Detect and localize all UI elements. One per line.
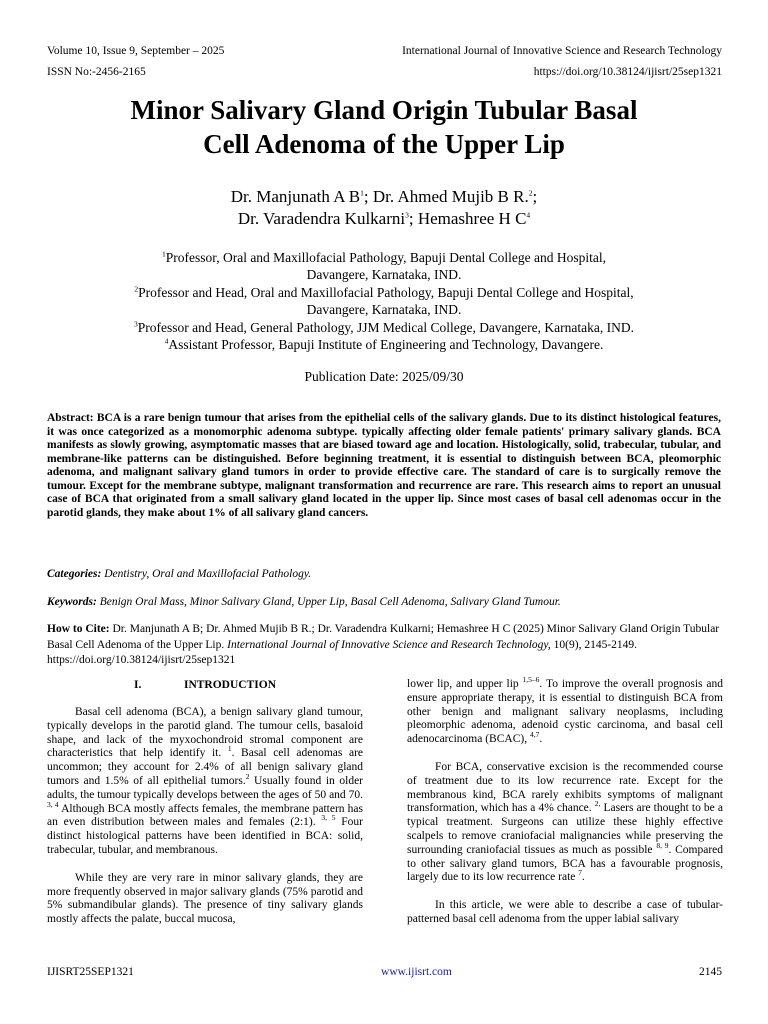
paragraph bbox=[407, 675, 723, 747]
paragraph-text: . Compared to other salivary gland tumors, BCA has a favourable prognosis, largely due to its low recurrence rate bbox=[407, 843, 724, 884]
author-name: Hemashree H C bbox=[417, 209, 527, 228]
affiliation-mark: 1 bbox=[162, 249, 166, 259]
right-column bbox=[407, 675, 724, 927]
author-separator: ; bbox=[532, 187, 538, 206]
author-separator: ; bbox=[363, 187, 373, 206]
cite-text: Dr. Manjunath A B; Dr. Ahmed Mujib B R.; Dr. Varadendra Kulkarni; Hemashree H C (2025) Minor Salivary Gland Origin Tubular Basal Cell Adenoma of the Upper Lip. bbox=[47, 623, 720, 651]
publication-date: Publication Date: 2025/09/30 bbox=[304, 369, 464, 384]
author-list bbox=[40, 186, 728, 230]
paper-title-line-1: Minor Salivary Gland Origin Tubular Basal bbox=[130, 95, 638, 125]
paragraph-text: Basal cell adenoma (BCA), a benign salivary gland tumour, typically develops in the parotid gland. The tumour cells, basaloid shape, and lack of the myxochondroid stromal component are characteristics that help identify it. bbox=[47, 706, 363, 760]
author-affil-mark: 2 bbox=[528, 188, 533, 198]
affiliation-text: Davangere, Karnataka, IND. bbox=[306, 267, 462, 283]
citation-ref: 8, 9 bbox=[656, 840, 669, 850]
paragraph-text: Usually found in older adults, the tumour typically develops between the ages of 50 and 70. bbox=[47, 774, 363, 801]
citation-ref: 3, 5 bbox=[321, 813, 336, 823]
author-affil-mark: 1 bbox=[360, 188, 364, 198]
affiliation bbox=[40, 319, 728, 336]
citation-ref: 3, 4 bbox=[47, 799, 59, 809]
cite-journal: International Journal of Innovative Science and Research Technology, bbox=[227, 638, 551, 651]
paper-title bbox=[40, 93, 728, 161]
paragraph-text: . bbox=[539, 733, 543, 746]
section-number: I. bbox=[133, 679, 142, 691]
affiliation-text: Professor and Head, General Pathology, JJM Medical College, Davangere, Karnataka, IND. bbox=[137, 319, 634, 335]
categories-label: Categories: bbox=[47, 568, 102, 580]
affiliation-list bbox=[40, 249, 728, 353]
paragraph-text: In this article, we were able to describe a case of tubular-patterned basal cell adenoma from the upper labial salivary bbox=[407, 899, 723, 925]
paper-title-line-2: Cell Adenoma of the Upper Lip bbox=[203, 129, 565, 159]
paragraph-text: Four distinct histological patterns have been identified in BCA: solid, trabecular, tubular, and membranous. bbox=[47, 816, 363, 856]
section-title: INTRODUCTION bbox=[183, 679, 276, 691]
section-heading bbox=[47, 678, 363, 692]
affiliation bbox=[40, 336, 728, 353]
page-number: 2145 bbox=[698, 966, 722, 978]
paragraph-text: . Basal cell adenomas are uncommon; they account for 2.4% of all benign salivary gland tumors and 1.5% of all epithelial tumors. bbox=[47, 747, 364, 787]
author-line-2 bbox=[40, 208, 728, 230]
affiliation-mark: 3 bbox=[134, 319, 138, 329]
paragraph-text: lower lip, and upper lip bbox=[407, 678, 523, 690]
categories bbox=[47, 567, 721, 583]
keywords bbox=[47, 595, 721, 611]
article-id: IJISRT25SEP1321 bbox=[47, 966, 134, 978]
volume-info: Volume 10, Issue 9, September – 2025 bbox=[47, 45, 225, 57]
paragraph bbox=[47, 706, 363, 858]
cite-label: How to Cite: bbox=[47, 623, 110, 635]
paragraph-text: Although BCA mostly affects females, the membrane pattern has an even distribution between males and females (2:1). bbox=[47, 802, 364, 829]
affiliation bbox=[40, 249, 728, 284]
abstract-text: BCA is a rare benign tumour that arises from the epithelial cells of the salivary glands. Due to its distinct histological features, it was once categorized as a monomorphic adenoma subtype. typically affecting older female patients' primary salivary glands. BCA manifests as slowly growing, asymptomatic masses that are biased toward age and location. Histologically, solid, trabecular, tubular, and membrane-like patterns can be distinguished. Before beginning treatment, it is essential to distinguish between BCA, pleomorphic adenoma, and malignant salivary gland tumors in order to provide effective care. The standard of care is to surgically remove the tumour. Except for the membrane subtype, malignant transformation and recurrence are rare. This research aims to report an unusual case of BCA that originated from a small salivary gland located in the upper lip. Since most cases of basal cell adenomas occur in the parotid glands, they make about 1% of all salivary gland cancers. bbox=[47, 412, 721, 519]
paragraph-text: While they are very rare in minor salivary glands, they are more frequently observed in major salivary glands (75% parotid and 5% submandibular glands). The presence of tiny salivary glands mostly affects the palate, buccal mucosa, bbox=[47, 871, 363, 926]
cite-rest: 10(9), 2145-2149. https://doi.org/10.38124/ijisrt/25sep1321 bbox=[47, 638, 638, 666]
affiliation bbox=[40, 284, 728, 319]
affiliation-text: Professor, Oral and Maxillofacial Pathology, Bapuji Dental College and Hospital, bbox=[165, 250, 606, 265]
paragraph-text: . To improve the overall prognosis and ensure appropriate therapy, it is essential to distinguish BCA from other benign and malignant salivary neoplasms, including pleomorphic adenoma, adenoid cystic carcinoma, and basal cell adenocarcinoma (BCAC), bbox=[407, 678, 723, 746]
categories-text: Dentistry, Oral and Maxillofacial Pathology. bbox=[101, 568, 312, 580]
paragraph bbox=[47, 872, 363, 927]
journal-name: International Journal of Innovative Science and Research Technology bbox=[402, 45, 722, 57]
running-header-top bbox=[47, 44, 722, 58]
page-footer bbox=[47, 965, 722, 979]
paragraph bbox=[407, 899, 723, 927]
author-name: Dr. Varadendra Kulkarni bbox=[237, 209, 406, 228]
paragraph-text: . bbox=[582, 871, 585, 884]
left-column bbox=[47, 678, 363, 927]
affiliation-text: Davangere, Karnataka, IND. bbox=[306, 302, 462, 318]
journal-website-link[interactable]: www.ijisrt.com bbox=[381, 966, 452, 978]
paragraph bbox=[407, 761, 723, 885]
author-name: Dr. Ahmed Mujib B R. bbox=[372, 187, 529, 206]
author-affil-mark: 4 bbox=[526, 210, 531, 220]
citation-ref: 1,5–6 bbox=[522, 675, 540, 685]
author-affil-mark: 3 bbox=[405, 210, 409, 220]
author-separator: ; bbox=[408, 209, 418, 228]
author-line-1 bbox=[40, 186, 728, 208]
issn: ISSN No:-2456-2165 bbox=[47, 66, 146, 78]
citation-ref: 1 bbox=[227, 744, 232, 754]
citation-ref: 7 bbox=[578, 868, 583, 878]
affiliation-text: Professor and Head, Oral and Maxillofacial Pathology, Bapuji Dental College and Hospital, bbox=[138, 284, 634, 300]
running-header-bottom bbox=[47, 65, 722, 79]
affiliation-mark: 4 bbox=[164, 336, 169, 346]
abstract bbox=[47, 412, 721, 520]
paragraph-text: For BCA, conservative excision is the recommended course of treatment due to its low recurrence rate. Except for the membranous kind, BCA rarely exhibits symptoms of malignant transformation, which has a 4% chance. bbox=[407, 760, 723, 815]
affiliation-text: Assistant Professor, Bapuji Institute of Engineering and Technology, Davangere. bbox=[168, 337, 604, 353]
doi-link[interactable]: https://doi.org/10.38124/ijisrt/25sep1321 bbox=[533, 66, 722, 78]
abstract-label: Abstract: bbox=[47, 412, 94, 424]
citation-ref: 2, bbox=[594, 799, 601, 809]
citation-ref: 2 bbox=[245, 772, 250, 782]
citation-ref: 4,7 bbox=[529, 730, 540, 740]
author-name: Dr. Manjunath A B bbox=[230, 187, 361, 206]
affiliation-mark: 2 bbox=[134, 284, 139, 294]
paragraph-text: Lasers are thought to be a typical treatment. Surgeons can utilize these highly effective scalpels to remove craniofacial malignancies while preserving the surrounding craniofacial tissues as much as possible bbox=[407, 802, 723, 856]
how-to-cite bbox=[47, 622, 721, 669]
keywords-text: Benign Oral Mass, Minor Salivary Gland, Upper Lip, Basal Cell Adenoma, Salivary Gland Tumour. bbox=[96, 596, 561, 608]
keywords-label: Keywords: bbox=[47, 596, 97, 608]
